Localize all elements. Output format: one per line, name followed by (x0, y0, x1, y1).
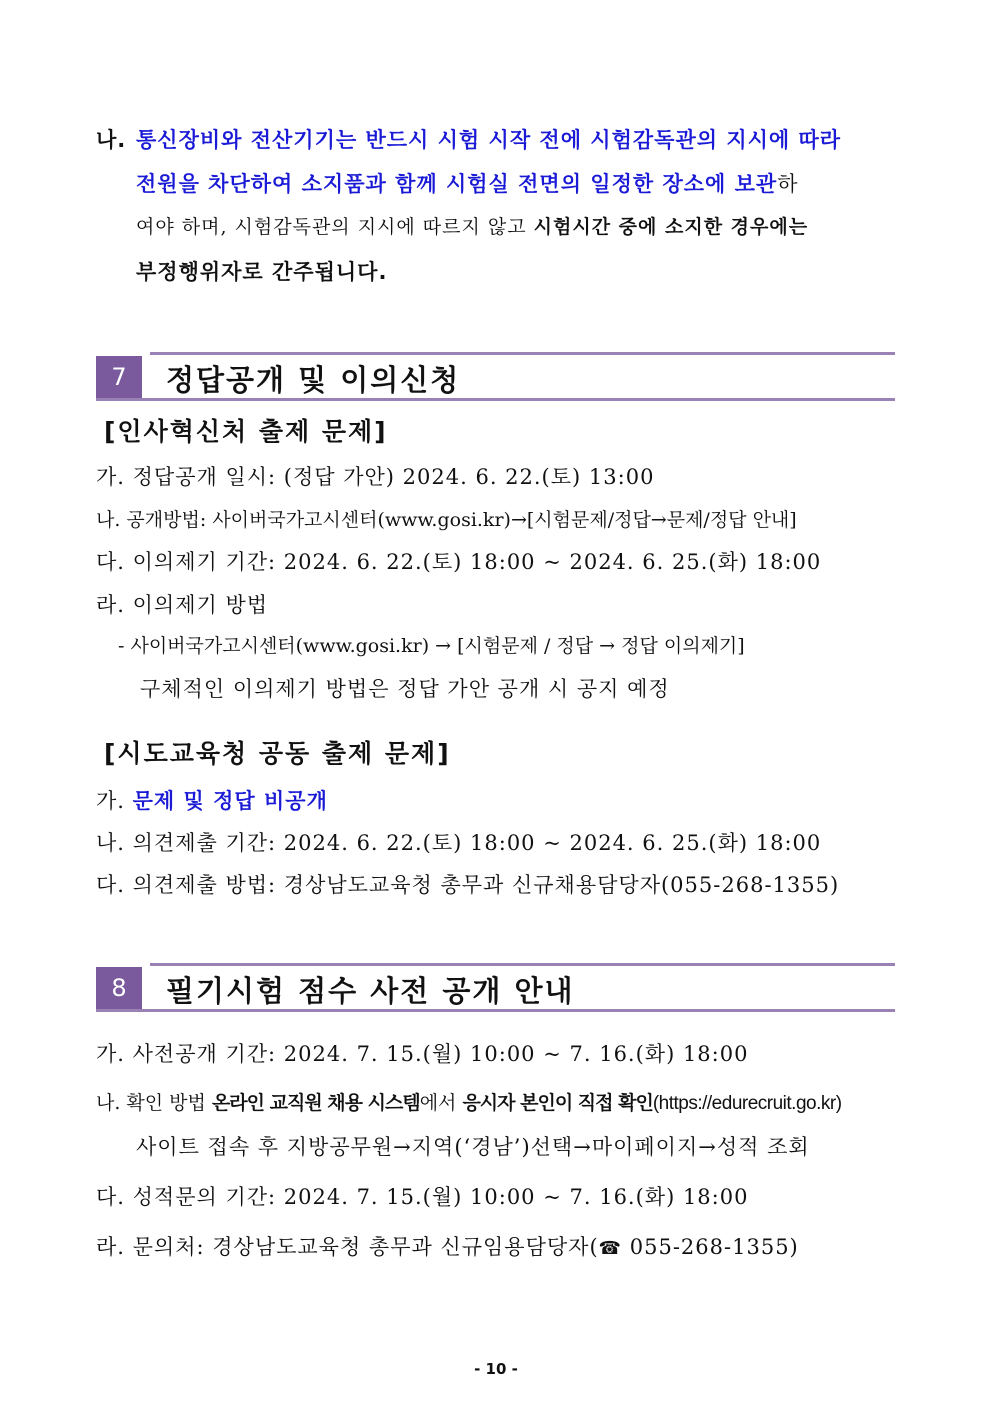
section-8-line-2-mid: 에서 (419, 1092, 463, 1114)
section-7-sub2-line-2: 나. 의견제출 기간: 2024. 6. 22.(토) 18:00 ~ 2024. 6. 25.(화) 18:00 (96, 831, 822, 855)
section-7-sub2-line-1-marker: 가. (96, 789, 133, 813)
section-7-rule-top (150, 352, 895, 355)
section-8-line-5 (96, 1231, 799, 1261)
section-8-line-1: 가. 사전공개 기간: 2024. 7. 15.(월) 10:00 ~ 7. 16.(화) 18:00 (96, 1042, 749, 1066)
section-8-rule-top (150, 963, 895, 966)
intro-line-1: 통신장비와 전산기기는 반드시 시험 시작 전에 시험감독관의 지시에 따라 (136, 128, 842, 152)
section-8-line-5-post: 055-268-1355) (622, 1235, 799, 1259)
section-7-rule-bottom (96, 398, 895, 401)
intro-line-2 (136, 168, 799, 198)
section-8-line-2-system: 온라인 교직원 채용 시스템 (211, 1092, 420, 1114)
section-7-sub1-line-4: 라. 이의제기 방법 (96, 593, 269, 617)
section-8-line-2 (96, 1088, 842, 1115)
section-7-sub1-line-3: 다. 이의제기 기간: 2024. 6. 22.(토) 18:00 ~ 2024. 6. 25.(화) 18:00 (96, 550, 822, 574)
intro-line-3-bold: 시험시간 중에 소지한 경우에는 (533, 216, 809, 238)
intro-line-3-normal: 여야 하며, 시험감독관의 지시에 따르지 않고 (136, 216, 534, 238)
section-8-number: 8 (96, 967, 142, 1009)
section-8-line-3: 사이트 접속 후 지방공무원→지역(‘경남’)선택→마이페이지→성적 조회 (136, 1135, 810, 1159)
intro-line-4: 부정행위자로 간주됩니다. (136, 260, 388, 284)
intro-line-3 (136, 212, 808, 239)
section-7-number: 7 (96, 356, 142, 398)
section-8-line-5-pre: 라. 문의처: 경상남도교육청 총무과 신규임용담당자( (96, 1235, 599, 1259)
section-7-sub1-heading: [인사혁신처 출제 문제] (104, 417, 388, 446)
intro-line-2-rest: 하 (777, 172, 799, 196)
section-8-line-4: 다. 성적문의 기간: 2024. 7. 15.(월) 10:00 ~ 7. 16.(화) 18:00 (96, 1185, 749, 1209)
intro-line-2-emphasis: 전원을 차단하여 소지품과 함께 시험실 전면의 일정한 장소에 보관 (136, 172, 778, 196)
section-7-title: 정답공개 및 이의신청 (166, 363, 461, 397)
section-7-sub2-line-3: 다. 의견제출 방법: 경상남도교육청 총무과 신규채용담당자(055-268-1355) (96, 873, 840, 897)
intro-marker: 나. (96, 128, 127, 152)
section-8-title: 필기시험 점수 사전 공개 안내 (166, 974, 575, 1008)
section-7-sub1-line-5: - 사이버국가고시센터(www.gosi.kr) → [시험문제 / 정답 → 정답 이의제기] (118, 635, 745, 657)
section-7-sub1-line-6: 구체적인 이의제기 방법은 정답 가안 공개 시 공지 예정 (140, 677, 670, 701)
section-8-line-2-pre: 나. 확인 방법 (96, 1092, 212, 1114)
section-7-sub1-line-1: 가. 정답공개 일시: (정답 가안) 2024. 6. 22.(토) 13:00 (96, 465, 655, 489)
phone-icon: ☎ (598, 1238, 623, 1259)
section-8-line-2-url[interactable]: (https://edurecruit.go.kr) (652, 1093, 842, 1114)
section-8-rule-bottom (96, 1009, 895, 1012)
section-7-sub1-line-2: 나. 공개방법: 사이버국가고시센터(www.gosi.kr)→[시험문제/정답→문제/정답 안내] (96, 509, 797, 531)
section-8-line-2-verify: 응시자 본인이 직접 확인 (462, 1092, 653, 1114)
section-7-sub2-heading: [시도교육청 공동 출제 문제] (104, 739, 451, 768)
page-number: - 10 - (474, 1360, 518, 1378)
section-7-sub2-line-1-text: 문제 및 정답 비공개 (132, 789, 328, 813)
section-7-sub2-line-1 (96, 785, 328, 815)
